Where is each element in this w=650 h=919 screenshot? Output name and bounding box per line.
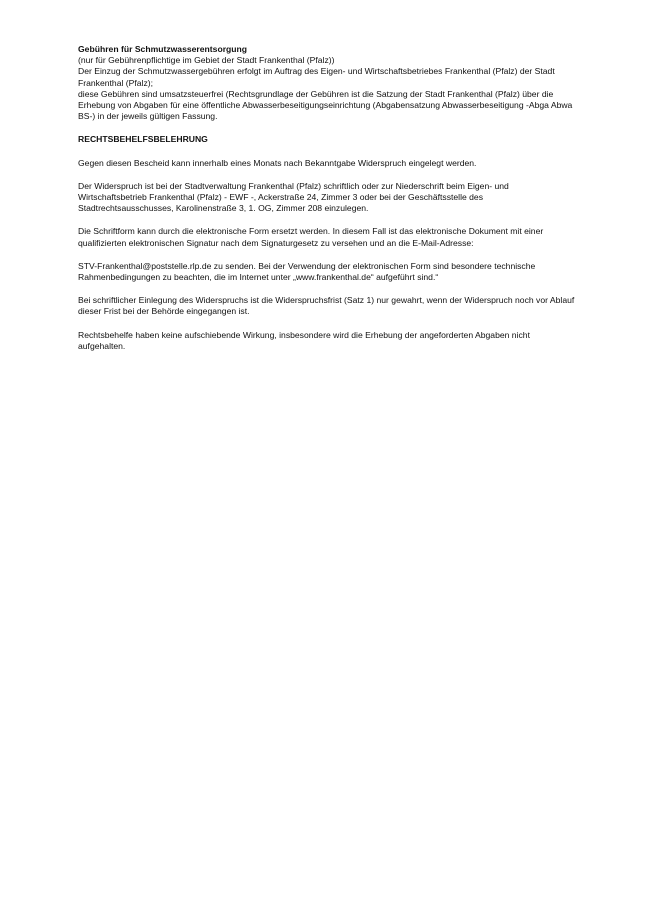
text-line: qualifizierten elektronischen Signatur nach dem Signaturgesetz zu versehen und an die E-Mail-Adresse: [78,237,474,248]
text-line: Die Schriftform kann durch die elektronische Form ersetzt werden. In diesem Fall ist das elektronische Dokument mit einer [78,226,544,237]
paragraph-email-adresse [78,261,616,283]
text-line: Rechtsbehelfe haben keine aufschiebende Wirkung, insbesondere wird die Erhebung der angeforderten Abgaben nicht [78,329,530,340]
text-line: Frankenthal (Pfalz); [78,77,153,88]
paragraph-widerspruch-frist [78,158,616,169]
text-line: Stadtrechtsausschusses, Karolinenstraße 3, 1. OG, Zimmer 208 einzulegen. [78,203,369,214]
schmutzwasser-paragraph [78,55,616,122]
section-title-rechtsbehelfsbelehrung: RECHTSBEHELFSBELEHRUNG [78,134,208,145]
text-line: Der Widerspruch ist bei der Stadtverwaltung Frankenthal (Pfalz) schriftlich oder zur Niederschrift beim Eigen- und [78,180,509,191]
text-line: Wirtschaftsbetrieb Frankenthal (Pfalz) - EWF -, Ackerstraße 24, Zimmer 3 oder bei der Geschäftsstelle des [78,192,483,203]
paragraph-elektronische-form [78,226,616,248]
text-line: diese Gebühren sind umsatzsteuerfrei (Rechtsgrundlage der Gebühren ist die Satzung der Stadt Frankenthal (Pfalz) über die [78,88,554,99]
document-page [78,44,616,352]
text-line: BS-) in der jeweils gültigen Fassung. [78,111,218,122]
text-line: Rahmenbedingungen zu beachten, die im Internet unter „www.frankenthal.de“ aufgeführt sind.“ [78,272,439,283]
text-line: Der Einzug der Schmutzwassergebühren erfolgt im Auftrag des Eigen- und Wirtschaftsbetriebes Frankenthal (Pfalz) der Stadt [78,66,555,77]
section-title-schmutzwasser: Gebühren für Schmutzwasserentsorgung [78,44,248,54]
paragraph-schriftliche-einlegung [78,295,616,317]
text-line: Gegen diesen Bescheid kann innerhalb eines Monats nach Bekanntgabe Widerspruch eingelegt werden. [78,157,477,168]
paragraph-widerspruch-stelle [78,181,616,215]
text-line: aufgehalten. [78,340,126,351]
text-line: Bei schriftlicher Einlegung des Widerspruchs ist die Widerspruchsfrist (Satz 1) nur gewahrt, wenn der Widerspruch noch vor Ablauf [78,295,575,306]
paragraph-aufschiebende-wirkung [78,330,616,352]
text-line: dieser Frist bei der Behörde eingegangen ist. [78,306,250,317]
text-line: Erhebung von Abgaben für eine öffentliche Abwasserbeseitigungseinrichtung (Abgabensatzung Abwasserbeseitigung -Abga Abwa [78,100,573,111]
text-line: (nur für Gebührenpflichtige im Gebiet der Stadt Frankenthal (Pfalz)) [78,55,335,66]
text-line: STV-Frankenthal@poststelle.rlp.de zu senden. Bei der Verwendung der elektronischen Form sind besondere technische [78,260,536,271]
